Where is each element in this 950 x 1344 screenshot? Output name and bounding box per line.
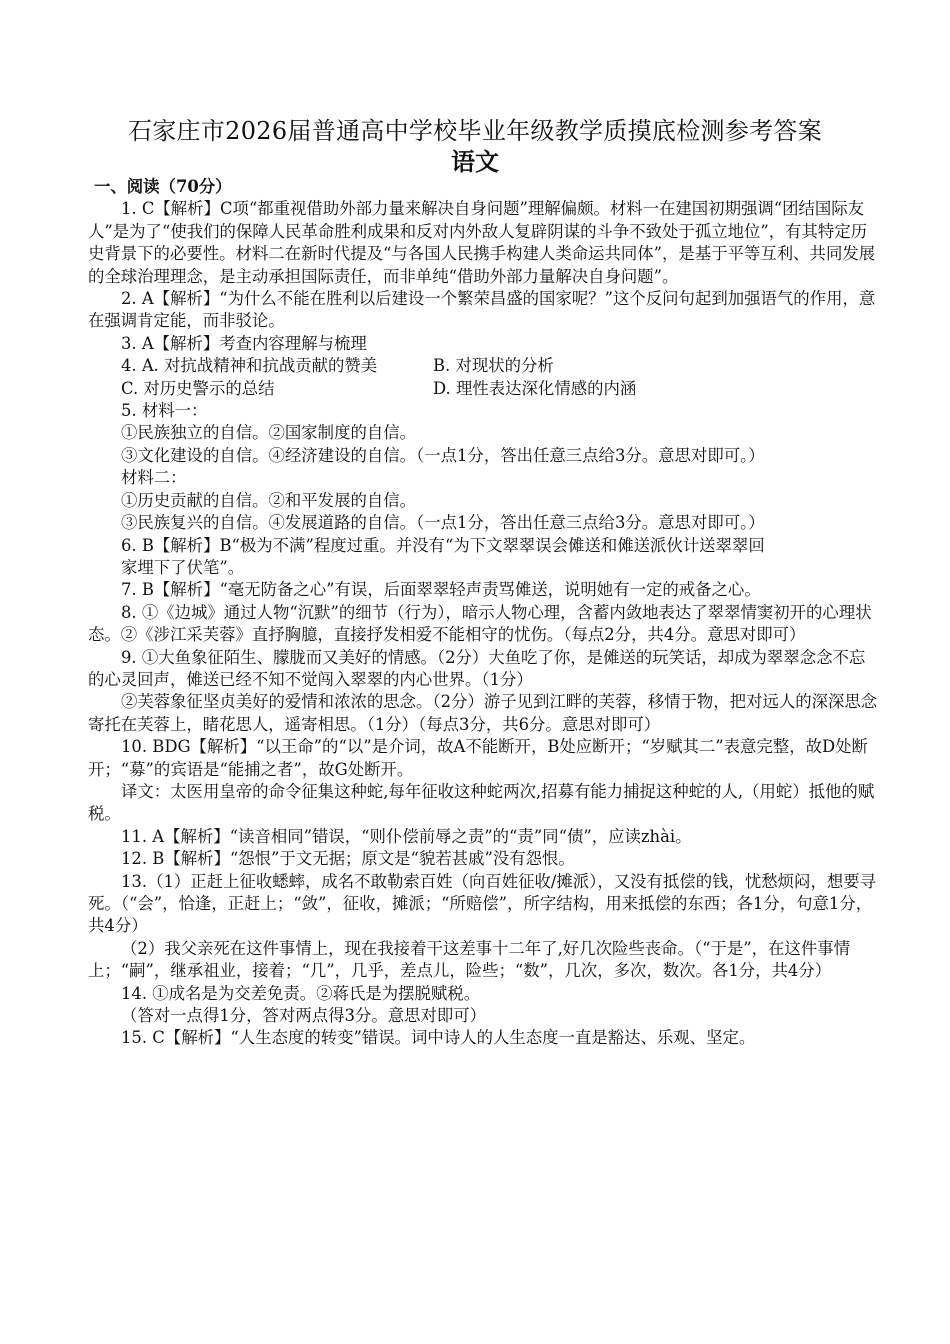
q4-option-b: B. 对现状的分析	[433, 356, 554, 376]
answer-q5-m1-line1: ①民族独立的自信。②国家制度的自信。	[121, 423, 417, 443]
page-title: 石家庄市2026届普通高中学校毕业年级教学质摸底检测参考答案	[127, 117, 823, 145]
answer-content	[88, 176, 878, 1050]
answer-q13-part1: 13.（1）正赶上征收蟋蟀，成名不敢勒索百姓（向百姓征收/摊派），又没有抵偿的钱，忧愁烦闷，想要寻死。（“会”，恰逢，正赶上；“敛”，征收，摊派；“所赔偿”，所字结构，用来抵偿的东西；各1分，句意1分，共4分）	[88, 871, 877, 936]
answer-q15: 15. C【解析】“人生态度的转变”错误。词中诗人的人生态度一直是豁达、乐观、坚定。	[121, 1028, 756, 1048]
answer-q4-row1	[88, 355, 878, 377]
answer-q8: 8. ①《边城》通过人物“沉默”的细节（行为），暗示人物心理，含蓄内敛地表达了翠翠情窦初开的心理状态。②《涉江采芙蓉》直抒胸臆，直接抒发相爱不能相守的忧伤。（每点2分，共4分。意思对即可）	[88, 602, 872, 645]
answer-q6-cont: 家埋下了伏笔”。	[121, 557, 245, 577]
q4-option-a: 4. A. 对抗战精神和抗战贡献的赞美	[121, 356, 378, 376]
answer-q10-translation: 译文：太医用皇帝的命令征集这种蛇,每年征收这种蛇两次,招募有能力捕捉这种蛇的人,（用蛇）抵他的赋税。	[88, 781, 875, 824]
answer-q14: 14. ①成名是为交差免责。②蒋氏是为摆脱赋税。	[121, 983, 481, 1003]
answer-q12: 12. B【解析】“怨恨”于文无据；原文是“貌若甚戚”没有怨恨。	[121, 849, 575, 869]
answer-q5-m2-label: 材料二：	[121, 468, 187, 488]
answer-q5-m1-line2: ③文化建设的自信。④经济建设的自信。（一点1分，答出任意三点给3分。意思对即可。）	[121, 445, 765, 465]
subject-title: 语文	[451, 147, 499, 176]
answer-q9-part1: 9. ①大鱼象征陌生、朦胧而又美好的情感。（2分）大鱼吃了你，是傩送的玩笑话，却成为翠翠念念不忘的心灵回声，傩送已经不知不觉闯入翠翠的内心世界。（1分）	[88, 647, 866, 689]
answer-q6: 6. B【解析】B“极为不满”程度过重。并没有“为下文翠翠误会傩送和傩送派伙计送翠翠回	[121, 535, 765, 555]
answer-q7: 7. B【解析】“毫无防备之心”有误，后面翠翠轻声责骂傩送，说明她有一定的戒备之心。	[121, 580, 761, 600]
answer-q5-m2-line1: ①历史贡献的自信。②和平发展的自信。	[121, 490, 417, 510]
answer-q11: 11. A【解析】“读音相同”错误，“则仆偿前辱之责”的“责”同“债”，应读zhài。	[121, 826, 692, 846]
answer-q4-row2	[88, 378, 878, 400]
answer-q14-scoring: （答对一点得1分，答对两点得3分。意思对即可）	[121, 1006, 487, 1026]
q4-option-c: C. 对历史警示的总结	[121, 378, 275, 398]
answer-q10: 10. BDG【解析】“以王命”的“以”是介词，故A不能断开，B处应断开；“岁赋其二”表意完整，故D处断开；“募”的宾语是“能捕之者”，故G处断开。	[88, 737, 868, 779]
answer-q1: 1. C【解析】C项“都重视借助外部力量来解决自身问题”理解偏颇。材料一在建国初期强调“团结国际友人”是为了“使我们的保障人民革命胜利成果和反对内外敌人复辟阴谋的斗争不致处于孤立地位”，有其特定历史背景下的必要性。材料二在新时代提及“与各国人民携手构建人类命运共同体”，是基于平等互利、共同发展的全球治理理念，是主动承担国际责任，而非单纯“借助外部力量解决自身问题”。	[88, 199, 876, 286]
answer-q13-part2: （2）我父亲死在这件事情上，现在我接着干这差事十二年了,好几次险些丧命。（“于是”，在这件事情上；“嗣”，继承祖业，接着；“几”，几乎，差点儿，险些；“数”，几次，多次，数次。各1分，共4分）	[88, 938, 850, 981]
q4-option-d: D. 理性表达深化情感的内涵	[433, 378, 637, 398]
section-heading: 一、阅读（70分）	[94, 177, 232, 196]
answer-q5-label: 5. 材料一：	[121, 401, 208, 421]
answer-q3: 3. A【解析】考查内容理解与梳理	[121, 333, 367, 353]
answer-q2: 2. A【解析】“为什么不能在胜利以后建设一个繁荣昌盛的国家呢？”这个反问句起到加强语气的作用，意在强调肯定能，而非驳论。	[88, 289, 876, 331]
answer-q9-part2: ②芙蓉象征坚贞美好的爱情和浓浓的思念。（2分）游子见到江畔的芙蓉，移情于物，把对远人的深深思念寄托在芙蓉上，睹花思人，遥寄相思。（1分）（每点3分，共6分。意思对即可）	[88, 692, 878, 734]
answer-q5-m2-line2: ③民族复兴的自信。④发展道路的自信。（一点1分，答出任意三点给3分。意思对即可。）	[121, 513, 765, 533]
